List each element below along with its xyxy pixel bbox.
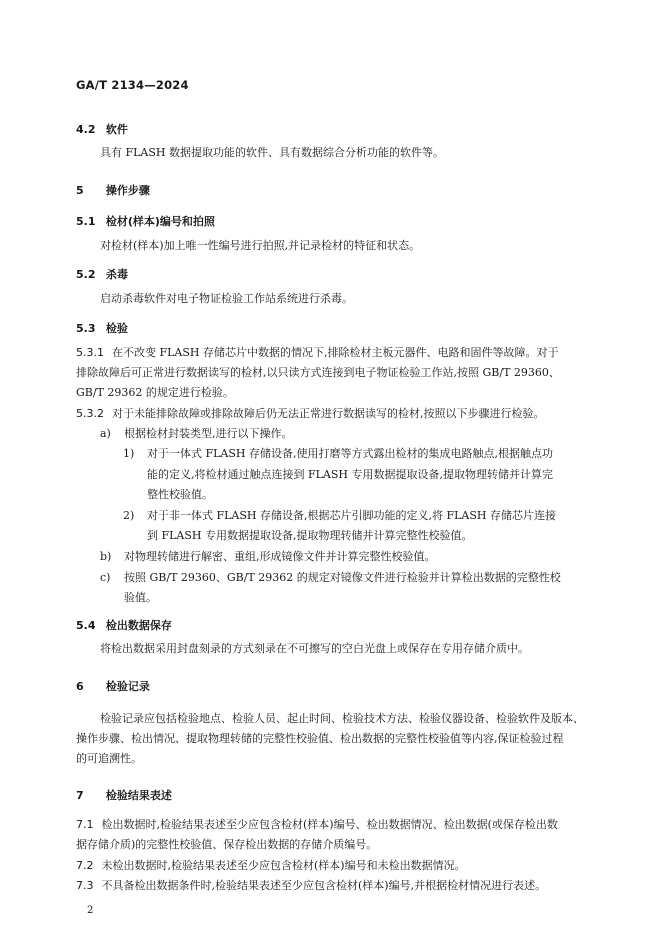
heading-5-4 <box>76 617 172 633</box>
heading-title: 检验结果表述 <box>105 789 172 802</box>
heading-title: 检验记录 <box>105 680 150 693</box>
clause-7-3 <box>76 876 546 896</box>
clause-text: 对于未能排除故障或排除故障后仍无法正常进行数据读写的检材,按照以下步骤进行检验。 <box>112 407 545 420</box>
clause-7-1-line-1 <box>76 815 558 835</box>
clause-5-3-1-line-2: 排除故障后可正常进行数据读写的检材,以只读方式连接到电子物证检验工作站,按照 GB/T 29360、 <box>76 366 560 379</box>
clause-number: 7.1 <box>76 818 94 831</box>
list-item-a <box>100 424 293 444</box>
paragraph-5-4: 将检出数据采用封盘刻录的方式刻录在不可擦写的空白光盘上或保存在专用存储介质中。 <box>100 642 529 655</box>
heading-7 <box>76 787 172 803</box>
list-item-c-line-2: 验值。 <box>124 591 157 604</box>
heading-title: 操作步骤 <box>105 184 150 197</box>
clause-text: 不具备检出数据条件时,检验结果表述至少应包含检材(样本)编号,并根据检材情况进行表述。 <box>101 879 547 892</box>
clause-text: 检出数据时,检验结果表述至少应包含检材(样本)编号、检出数据情况、检出数据(或保存检出数 <box>101 818 558 831</box>
clause-text: 未检出数据时,检验结果表述至少应包含检材(样本)编号和未检出数据情况。 <box>101 859 466 872</box>
heading-number: 7 <box>76 789 84 802</box>
heading-title: 检验 <box>105 322 128 335</box>
list-text: 按照 GB/T 29360、GB/T 29362 的规定对镜像文件进行检验并计算检出数据的完整性校 <box>124 571 561 584</box>
list-item-b <box>100 547 436 567</box>
heading-4-2 <box>76 121 128 137</box>
heading-5-2 <box>76 266 128 282</box>
list-text: 对于一体式 FLASH 存储设备,使用打磨等方式露出检材的集成电路触点,根据触点功 <box>147 447 553 460</box>
list-item-c-line-1 <box>100 568 561 588</box>
heading-number: 4.2 <box>76 123 96 136</box>
heading-title: 检材(样本)编号和拍照 <box>105 215 215 228</box>
clause-number: 5.3.1 <box>76 346 104 359</box>
sub-item-2-line-2: 到 FLASH 专用数据提取设备,提取物理转储并计算完整性校验值。 <box>147 529 473 542</box>
heading-5-1 <box>76 213 215 229</box>
clause-5-3-2 <box>76 404 545 424</box>
paragraph-6-line-2: 操作步骤、检出情况、提取物理转储的完整性校验值、检出数据的完整性校验值等内容,保证检验过程 <box>76 732 564 745</box>
clause-7-1-line-2: 据存储介质)的完整性校验值、保存检出数据的存储介质编号。 <box>76 838 378 851</box>
sub-item-2-line-1 <box>123 506 556 526</box>
heading-5-3 <box>76 320 128 336</box>
sub-item-1-line-3: 整性校验值。 <box>147 488 213 501</box>
heading-number: 5 <box>76 184 84 197</box>
heading-6 <box>76 678 150 694</box>
standard-code-header: GA/T 2134—2024 <box>76 78 189 92</box>
list-text: 对物理转储进行解密、重组,形成镜像文件并计算完整性校验值。 <box>124 550 436 563</box>
list-label: a) <box>100 427 111 440</box>
paragraph-6-line-3: 的可追溯性。 <box>76 752 142 765</box>
paragraph-4-2: 具有 FLASH 数据提取功能的软件、具有数据综合分析功能的软件等。 <box>100 146 445 159</box>
heading-title: 杀毒 <box>105 268 128 281</box>
list-label: 2) <box>123 509 135 522</box>
clause-5-3-1-line-3: GB/T 29362 的规定进行检验。 <box>76 386 234 399</box>
clause-text: 在不改变 FLASH 存储芯片中数据的情况下,排除检材主板元器件、电路和固件等故障。对于 <box>112 346 559 359</box>
clause-5-3-1-line-1 <box>76 343 559 363</box>
sub-item-1-line-2: 能的定义,将检材通过触点连接到 FLASH 专用数据提取设备,提取物理转储并计算完 <box>147 468 553 481</box>
heading-number: 5.4 <box>76 619 96 632</box>
heading-5 <box>76 182 150 198</box>
heading-number: 6 <box>76 680 84 693</box>
heading-number: 5.2 <box>76 268 96 281</box>
paragraph-6-line-1: 检验记录应包括检验地点、检验人员、起止时间、检验技术方法、检验仪器设备、检验软件及版本、 <box>100 712 584 725</box>
heading-number: 5.1 <box>76 215 96 228</box>
list-label: 1) <box>123 447 135 460</box>
paragraph-5-1: 对检材(样本)加上唯一性编号进行拍照,并记录检材的特征和状态。 <box>100 239 421 252</box>
heading-title: 软件 <box>105 123 128 136</box>
sub-item-1-line-1 <box>123 444 553 464</box>
list-text: 对于非一体式 FLASH 存储设备,根据芯片引脚功能的定义,将 FLASH 存储芯片连接 <box>147 509 556 522</box>
clause-number: 7.2 <box>76 859 94 872</box>
heading-number: 5.3 <box>76 322 96 335</box>
clause-number: 5.3.2 <box>76 407 104 420</box>
page-number: 2 <box>87 905 94 916</box>
list-text: 根据检材封装类型,进行以下操作。 <box>124 427 293 440</box>
clause-7-2 <box>76 856 466 876</box>
list-label: b) <box>100 550 112 563</box>
list-label: c) <box>100 571 111 584</box>
heading-title: 检出数据保存 <box>105 619 172 632</box>
clause-number: 7.3 <box>76 879 94 892</box>
paragraph-5-2: 启动杀毒软件对电子物证检验工作站系统进行杀毒。 <box>100 292 353 305</box>
